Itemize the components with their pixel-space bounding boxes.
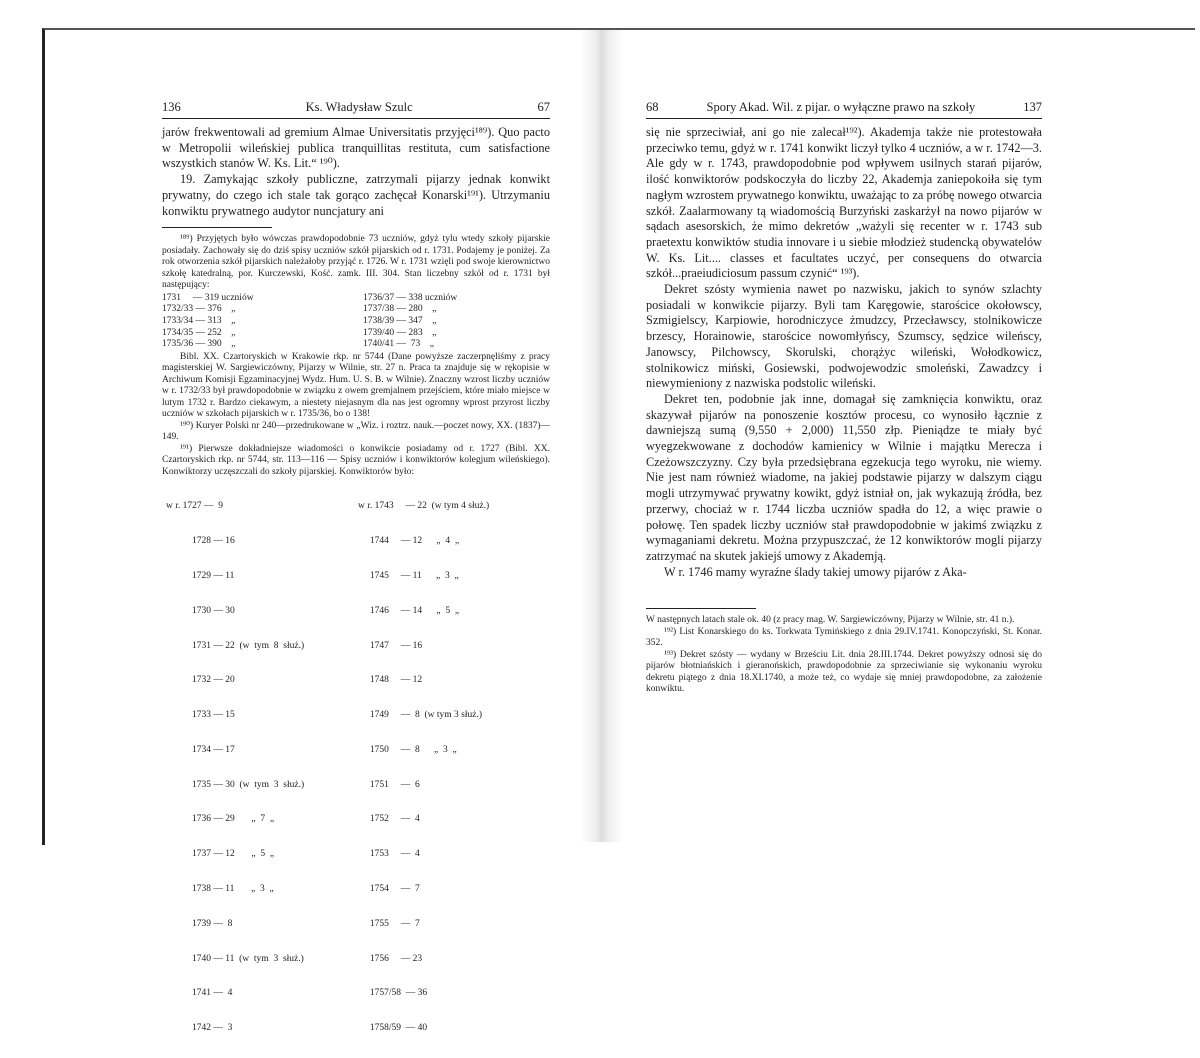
footnote-rule [646,608,756,609]
footnote-191-cont: W następnych latach stale ok. 40 (z pracy mag. W. Sargiewiczówny, Pijarzy w Wilnie, str. 41 n.). [646,615,1015,626]
right-running-head [646,100,1042,119]
footnote-191: ¹⁹¹) Pierwsze dokładniejsze wiadomości o konwikcie posiadamy od r. 1727 (Bibl. XX. Czartoryskich rkp. nr 5744, str. 113—116 — Spisy uczniów i konwiktorów kolegjum wileńskiego). Konwiktorzy uczęszczali do szkoły pijarskiej. Konwiktorów było: [162,443,550,477]
left-paragraph: jarów frekwentowali ad gremium Almae Universitatis przyjęci¹⁸⁹). Quo pacto w Metropolii wileńskiej publica tranquillitas restituta, cum satisfactione wszystkich stanów W. Ks. Lit.“ ¹⁹⁰). [162,125,550,171]
right-footnotes [646,615,1042,696]
footnote-190: ¹⁹⁰) Kuryer Polski nr 240—przedrukowane w „Wiz. i roztrz. nauk.—poczet nowy, XX. (1837)—149. [162,420,550,443]
right-paragraph: W r. 1746 mamy wyraźne ślady takiej umowy pijarów z Aka- [664,564,967,579]
left-page-number: 136 [162,100,181,114]
table-191-left: w r. 1727 — 9 1728 — 16 1729 — 11 1730 — 30 1731 — 22 (w tym 8 służ.) 1732 — 20 1733 — 15 1734 — 17 1735 — 30 (w tym 3 służ.) 1736 — 29 „ 7 „ 1737 — 12 „ 5 „ 1738 — 11 „ 3 „ 1739 — 8 1740 — 11 (w tym 3 służ.) 1741 — 4 1742 — 3 [166,501,305,1034]
left-running-head [162,100,550,119]
right-paragraph: Dekret szósty wymienia nawet po nazwisku, jakich to synów szlachty posiadali w konwikcie pijarzy. Byli tam Karęgowie, starościce okołowscy, Szmigielscy, Karpiowie, horodniczyce żmudzcy, Przecławscy, stolnikowicze brzescy, Horainowie, starościce nowomłyńscy, Szumscy, sędzice wileńscy, Janowscy, Pilchowscy, Skorulski, chorążyc wileński, Wołodkowicz, stolnikowicz miński, Gosiewski, podwojewodzic smoleński, Zawadzcy i niewymieniony z nazwiska podstolic wileński. [646,282,1042,391]
right-paragraph: się nie sprzeciwiał, ani go nie zalecał¹⁹²). Akademja także nie protestowała przeciwko temu, gdyż w r. 1741 konwikt liczył tylko 4 uczniów, a w r. 1742—3. Ale gdy w r. 1743, prawdopodobnie pod wpływem usilnych starań pijarów, ilość konwiktorów podskoczyła do liczby 22, Akademja zaniepokoiła się tym nagłym wzrostem prywatnego konwiktu, uważając to za próbę nowego otwarcia szkół. Zaalarmowany tą wiadomością Burzyński zaskarżył na nowo pijarów w sądach asesorskich, że mimo dekretów „ważyli się recenter w r. 1743 sub praetextu konwiktów studia innovare i u siebie młodzież studencką obywatelów W. Ks. Lit.... classes et facultates uczyć, per consequens do otwarcia szkół...praeiudiciosum passum czynić“ ¹⁹³). [646,125,1042,281]
footnote-192: ¹⁹²) List Konarskiego do ks. Torkwata Tymińskiego z dnia 29.IV.1741. Konopczyński, St. Konar. 352. [646,626,1042,649]
table-191-right: w r. 1743 — 22 (w tym 4 służ.) 1744 — 12 „ 4 „ 1745 — 11 „ 3 „ 1746 — 14 „ 5 „ 1747 — 16 1748 — 12 1749 — 8 (w tym 3 służ.) 1750 — 8 „ 3 „ 1751 — 6 1752 — 4 1753 — 4 1754 — 7 1755 — 7 1756 — 23 1757/58 — 36 1758/59 — 40 [358,501,490,1034]
right-head-title: Spory Akad. Wil. z pijar. o wyłączne prawo na szkoły [706,100,976,114]
table-189-left: 1731 — 319 uczniów 1732/33 — 376 „ 1733/34 — 313 „ 1734/35 — 252 „ 1735/36 — 390 „ [162,292,254,350]
footnote-rule [162,227,272,228]
table-189-right: 1736/37 — 338 uczniów 1737/38 — 280 „ 1738/39 — 347 „ 1739/40 — 283 „ 1740/41 — 73 „ [363,292,458,350]
left-footnotes [162,234,550,1058]
right-body [646,125,1042,580]
right-paragraph: Dekret ten, podobnie jak inne, domagał się zamknięcia konwiktu, oraz skazywał pijarów na ponoszenie kosztów procesu, co wynosiło łącznie z dawniejszą sumą (9,550 + 2,000) 11,550 złp. Pieniądze te miały być wyegzekwowane z dochodów kamienicy w Wilnie i majątku Merecza i Czeżowszczyzny. Czy była przedsiębrana egzekucja tego wyroku, nie wiemy. Nie jest nam również wiadome, na jakiej podstawie pijarzy w dalszym ciągu mogli utrzymywać prywatny kowikt, gdyż istniał on, jak wykazują źródła, bez przerwy, chociaż w r. 1744 liczba uczniów spadła do 12, a więc prawie o połowę. Ten spadek liczby uczniów stał prawdopodobnie w jakimś związku z wymaganiami dekretu. Można przypuszczać, że 12 konwiktorów mogli pijarzy zatrzymać na skutek jakiejś umowy z Akademją. [646,391,1042,563]
footnote-189-cont: Bibl. XX. Czartoryskich w Krakowie rkp. nr 5744 (Dane powyższe zaczerpnęliśmy z pracy magisterskiej W. Sargiewiczówny, Pijarzy w Wilnie, str. 27 n. Praca ta znajduje się w rękopisie w Archiwum Komisji Egzaminacyjnej Wydz. Hum. U. S. B. w Wilnie). Znaczny wzrost liczby uczniów w r. 1732/33 był prawdopodobnie w związku z owem gremjalnem przejściem, które miało miejsce w lutym 1732 r. Bardzo ciekawym, a niestety niejasnym dla nas jest ogromny wprost przyrost liczby uczniów w szkołach pijarskich w r. 1735/36, bo o 138! [162,351,550,420]
table-191 [162,478,550,1058]
left-head-title: Ks. Władysław Szulc [305,100,413,114]
right-page-number: 137 [1023,100,1042,114]
book-gutter [580,30,624,842]
left-body [162,125,550,219]
right-page [646,100,1042,696]
left-orig-page-number: 67 [537,100,550,114]
left-paragraph: 19. Zamykając szkoły publiczne, zatrzymali pijarzy jednak konwikt prywatny, do czego ich stale tak gorąco zachęcał Konarski¹⁹¹). Utrzymaniu konwiktu prywatnego audytor nuncjatury ani [162,172,550,218]
left-page [162,100,550,1058]
footnote-193: ¹⁹³) Dekret szósty — wydany w Brześciu Lit. dnia 28.III.1744. Dekret powyższy odnosi się do pijarów błotniańskich i gieranońskich, prawdopodobnie za sprzeciwianie się wykonaniu wyroku dekretu piątego z dnia 18.XI.1740, a może też, co wydaje się mniej prawdopodobne, za założenie konwiktu. [646,649,1042,695]
right-orig-page-number: 68 [646,100,659,114]
footnote-189: ¹⁸⁹) Przyjętych było wówczas prawdopodobnie 73 uczniów, gdyż tylu wtedy szkoły pijarskie posiadały. Zachowały się do dziś spisy uczniów szkół pijarskich od r. 1731. Podajemy je poniżej. Za rok otworzenia szkół pijarskich należałoby przyjąć r. 1726. W r. 1731 wzięli pod swoje kierownictwo szkołę katedralną, por. Kurczewski, Kość. zamk. III. 304. Stan liczebny szkół od r. 1731 był następujący: [162,234,550,291]
table-189 [162,293,550,351]
